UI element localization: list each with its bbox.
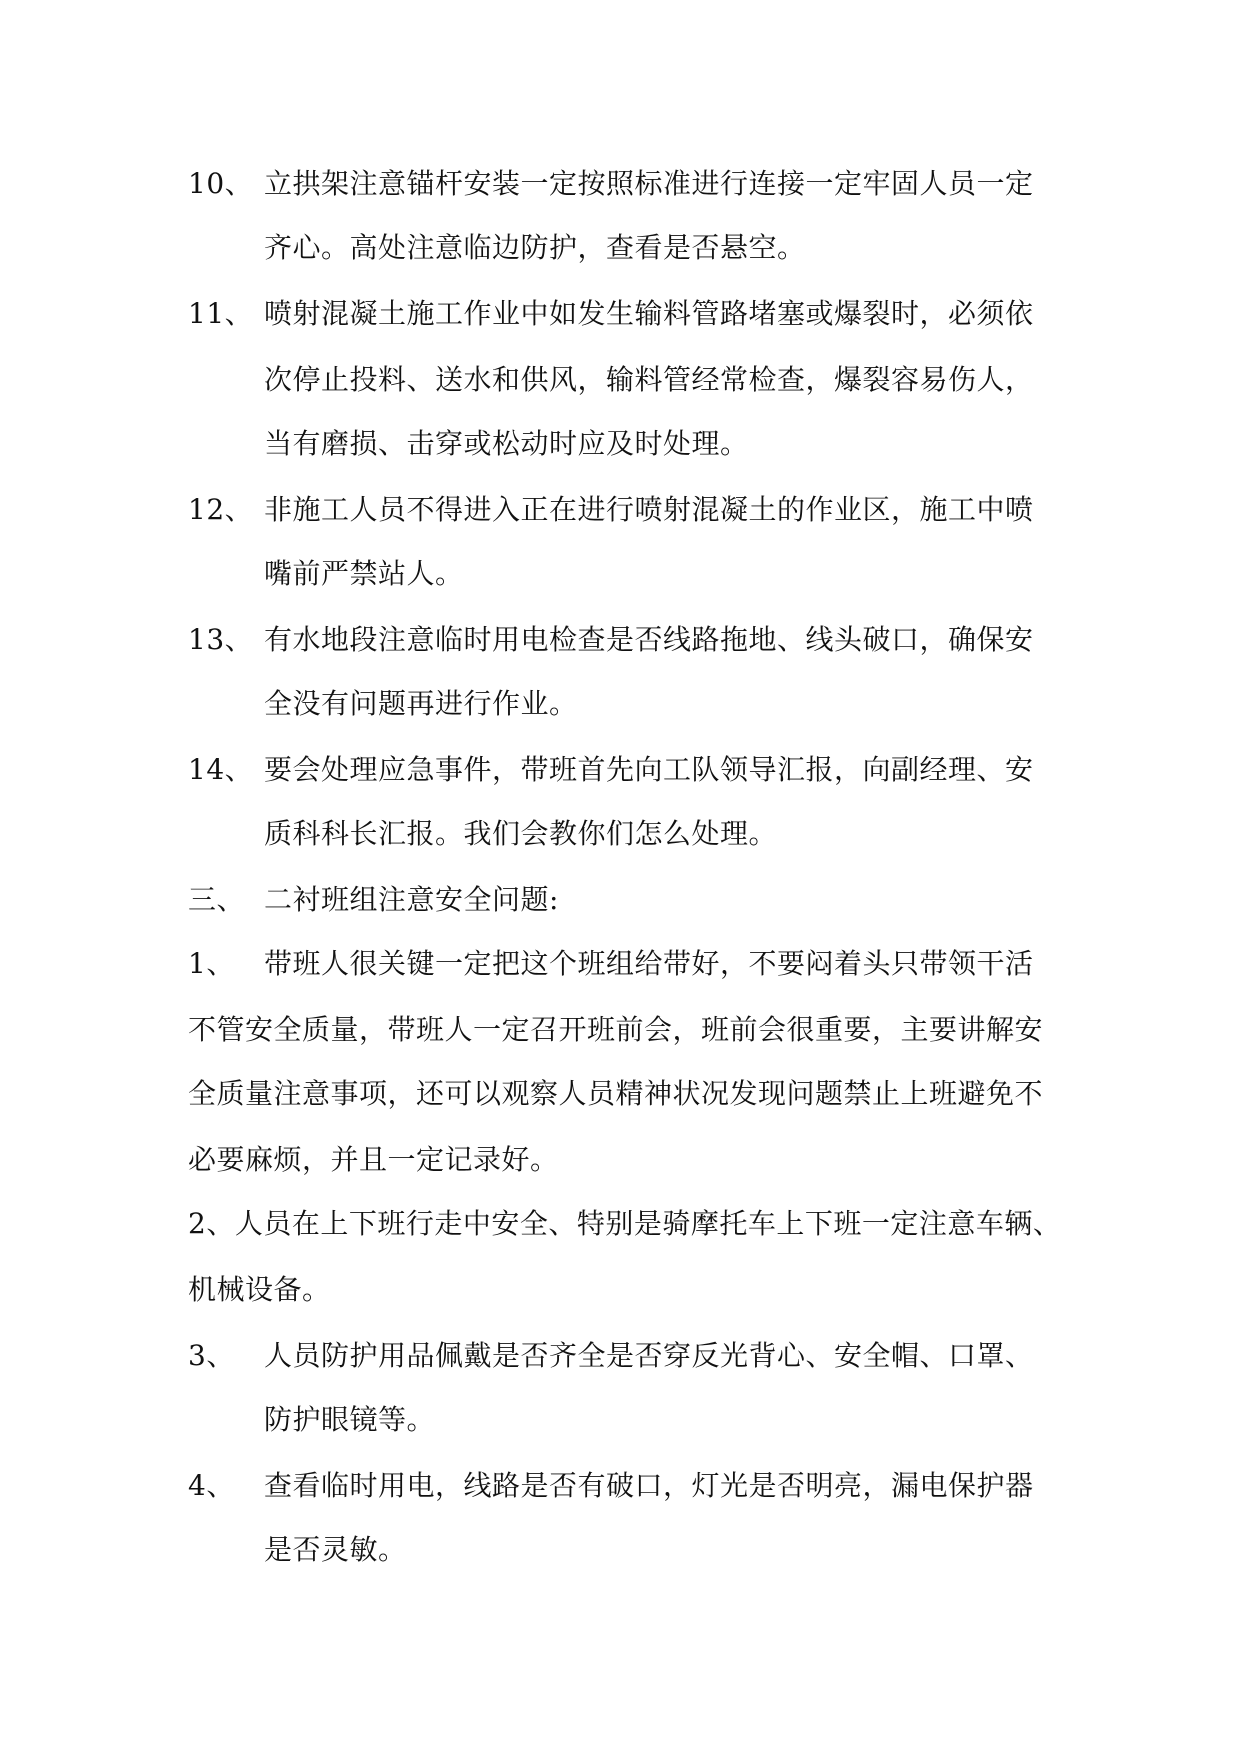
item-11-line-3: 当有磨损、击穿或松动时应及时处理。 (264, 427, 749, 460)
section-title: 二衬班组注意安全问题: (264, 883, 559, 916)
subitem-number-4: 4、 (188, 1469, 235, 1502)
item-14-line-1: 要会处理应急事件，带班首先向工队领导汇报，向副经理、安 (264, 753, 1034, 786)
subitem-1-line-4: 必要麻烦，并且一定记录好。 (188, 1143, 559, 1176)
item-11-line-1: 喷射混凝土施工作业中如发生输料管路堵塞或爆裂时，必须依 (264, 297, 1034, 330)
subitem-4-line-2: 是否灵敏。 (264, 1533, 407, 1566)
item-number-14: 14、 (188, 753, 254, 786)
section-number: 三、 (188, 883, 246, 916)
item-10-line-1: 立拱架注意锚杆安装一定按照标准进行连接一定牢固人员一定 (264, 167, 1034, 200)
item-13-line-2: 全没有问题再进行作业。 (264, 687, 578, 720)
subitem-number-1: 1、 (188, 947, 235, 980)
subitem-1-line-1: 带班人很关键一定把这个班组给带好，不要闷着头只带领干活 (264, 947, 1034, 980)
item-number-13: 13、 (188, 623, 254, 656)
item-12-line-2: 嘴前严禁站人。 (264, 557, 464, 590)
item-number-11: 11、 (188, 297, 254, 330)
item-number-12: 12、 (188, 493, 254, 526)
subitem-1-line-2: 不管安全质量，带班人一定召开班前会，班前会很重要，主要讲解安 (188, 1013, 1044, 1046)
item-11-line-2: 次停止投料、送水和供风，输料管经常检查，爆裂容易伤人， (264, 363, 1034, 396)
item-10-line-2: 齐心。高处注意临边防护，查看是否悬空。 (264, 231, 806, 264)
item-14-line-2: 质科科长汇报。我们会教你们怎么处理。 (264, 817, 778, 850)
subitem-3-line-2: 防护眼镜等。 (264, 1403, 436, 1436)
subitem-number-3: 3、 (188, 1339, 235, 1372)
item-13-line-1: 有水地段注意临时用电检查是否线路拖地、线头破口，确保安 (264, 623, 1034, 656)
subitem-4-line-1: 查看临时用电，线路是否有破口，灯光是否明亮，漏电保护器 (264, 1469, 1034, 1502)
item-12-line-1: 非施工人员不得进入正在进行喷射混凝土的作业区，施工中喷 (264, 493, 1034, 526)
subitem-1-line-3: 全质量注意事项，还可以观察人员精神状况发现问题禁止上班避免不 (188, 1077, 1044, 1110)
subitem-2-line-1: 2、人员在上下班行走中安全、特别是骑摩托车上下班一定注意车辆、 (188, 1207, 1062, 1240)
subitem-2-line-2: 机械设备。 (188, 1273, 331, 1306)
subitem-3-line-1: 人员防护用品佩戴是否齐全是否穿反光背心、安全帽、口罩、 (264, 1339, 1034, 1372)
item-number-10: 10、 (188, 167, 254, 200)
